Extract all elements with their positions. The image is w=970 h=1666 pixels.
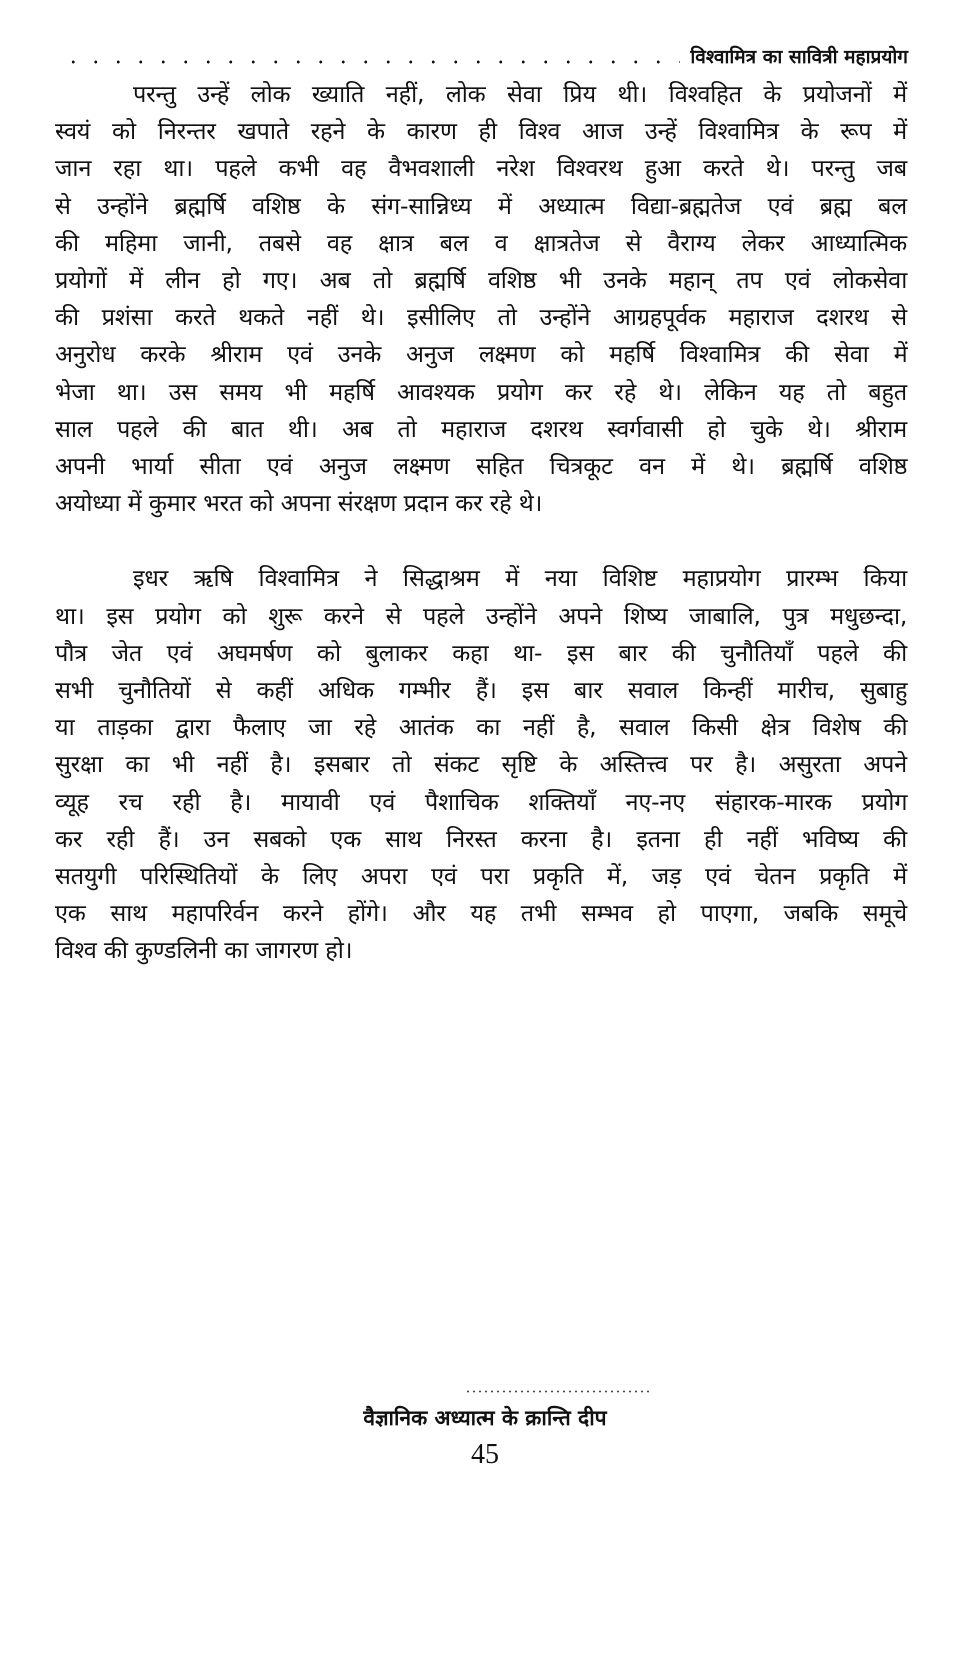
text-line: से उन्होंने ब्रह्मर्षि वशिष्ठ के संग-सान्निध्य में अध्यात्म विद्या-ब्रह्मतेज एवं ब्रह्म बल	[55, 191, 907, 220]
text-line: एक साथ महापरिर्वन करने होंगे। और यह तभी सम्भव हो पाएगा, जबकि समूचे	[55, 899, 907, 928]
text-line: प्रयोगों में लीन हो गए। अब तो ब्रह्मर्षि वशिष्ठ भी उनके महान् तप एवं लोकसेवा	[55, 266, 908, 295]
text-line: की महिमा जानी, तबसे वह क्षात्र बल व क्षात्रतेज से वैराग्य लेकर आध्यात्मिक	[55, 228, 907, 257]
book-title: वैज्ञानिक अध्यात्म के क्रान्ति दीप	[363, 1406, 607, 1430]
body-text	[55, 76, 907, 970]
text-line: इधर ऋषि विश्वामित्र ने सिद्धाश्रम में नया विशिष्ट महाप्रयोग प्रारम्भ किया	[133, 564, 907, 593]
text-line: था। इस प्रयोग को शुरू करने से पहले उन्होंने अपने शिष्य जाबालि, पुत्र मधुछन्दा,	[55, 601, 908, 630]
page-number: 45	[471, 1439, 499, 1470]
running-head	[62, 36, 908, 70]
dotted-leader	[62, 60, 680, 64]
text-line: कर रही हैं। उन सबको एक साथ निरस्त करना है। इतना ही नहीं भविष्य की	[55, 824, 907, 853]
text-line: परन्तु उन्हें लोक ख्याति नहीं, लोक सेवा प्रिय थी। विश्वहित के प्रयोजनों में	[133, 80, 907, 108]
text-line: अपनी भार्या सीता एवं अनुज लक्ष्मण सहित चित्रकूट वन में थे। ब्रह्मर्षि वशिष्ठ	[55, 452, 908, 481]
paragraph-1	[55, 76, 907, 522]
text-line: पौत्र जेत एवं अघमर्षण को बुलाकर कहा था- इस बार की चुनौतियाँ पहले की	[55, 638, 907, 667]
text-line: या ताड़का द्वारा फैलाए जा रहे आतंक का नहीं है, सवाल किसी क्षेत्र विशेष की	[55, 713, 908, 742]
text-line: जान रहा था। पहले कभी वह वैभवशाली नरेश विश्वरथ हुआ करते थे। परन्तु जब	[55, 154, 907, 183]
text-line: साल पहले की बात थी। अब तो महाराज दशरथ स्वर्गवासी हो चुके थे। श्रीराम	[55, 414, 907, 443]
text-line: विश्व की कुण्डलिनी का जागरण हो।	[55, 936, 353, 965]
text-line: भेजा था। उस समय भी महर्षि आवश्यक प्रयोग कर रहे थे। लेकिन यह तो बहुत	[55, 377, 907, 406]
chapter-title: विश्वामित्र का सावित्री महाप्रयोग	[690, 46, 908, 68]
text-line: व्यूह रच रही है। मायावी एवं पैशाचिक शक्तियाँ नए-नए संहारक-मारक प्रयोग	[55, 787, 908, 816]
paragraph-2	[55, 560, 907, 969]
text-line: सतयुगी परिस्थितियों के लिए अपरा एवं परा प्रकृति में, जड़ एवं चेतन प्रकृति में	[55, 862, 907, 891]
text-line: सुरक्षा का भी नहीं है। इसबार तो संकट सृष्टि के अस्तित्त्व पर है। असुरता अपने	[55, 750, 907, 779]
text-line: की प्रशंसा करते थकते नहीं थे। इसीलिए तो उन्होंने आग्रहपूर्वक महाराज दशरथ से	[55, 303, 907, 332]
text-line: सभी चुनौतियों से कहीं अधिक गम्भीर हैं। इस बार सवाल किन्हीं मारीच, सुबाहु	[55, 676, 908, 705]
text-line: अयोध्या में कुमार भरत को अपना संरक्षण प्रदान कर रहे थे।	[55, 489, 543, 518]
footer-dotted-rule	[465, 1390, 651, 1393]
text-line: अनुरोध करके श्रीराम एवं उनके अनुज लक्ष्मण को महर्षि विश्वामित्र की सेवा में	[55, 340, 908, 369]
text-line: स्वयं को निरन्तर खपाते रहने के कारण ही विश्व आज उन्हें विश्वामित्र के रूप में	[55, 117, 908, 146]
